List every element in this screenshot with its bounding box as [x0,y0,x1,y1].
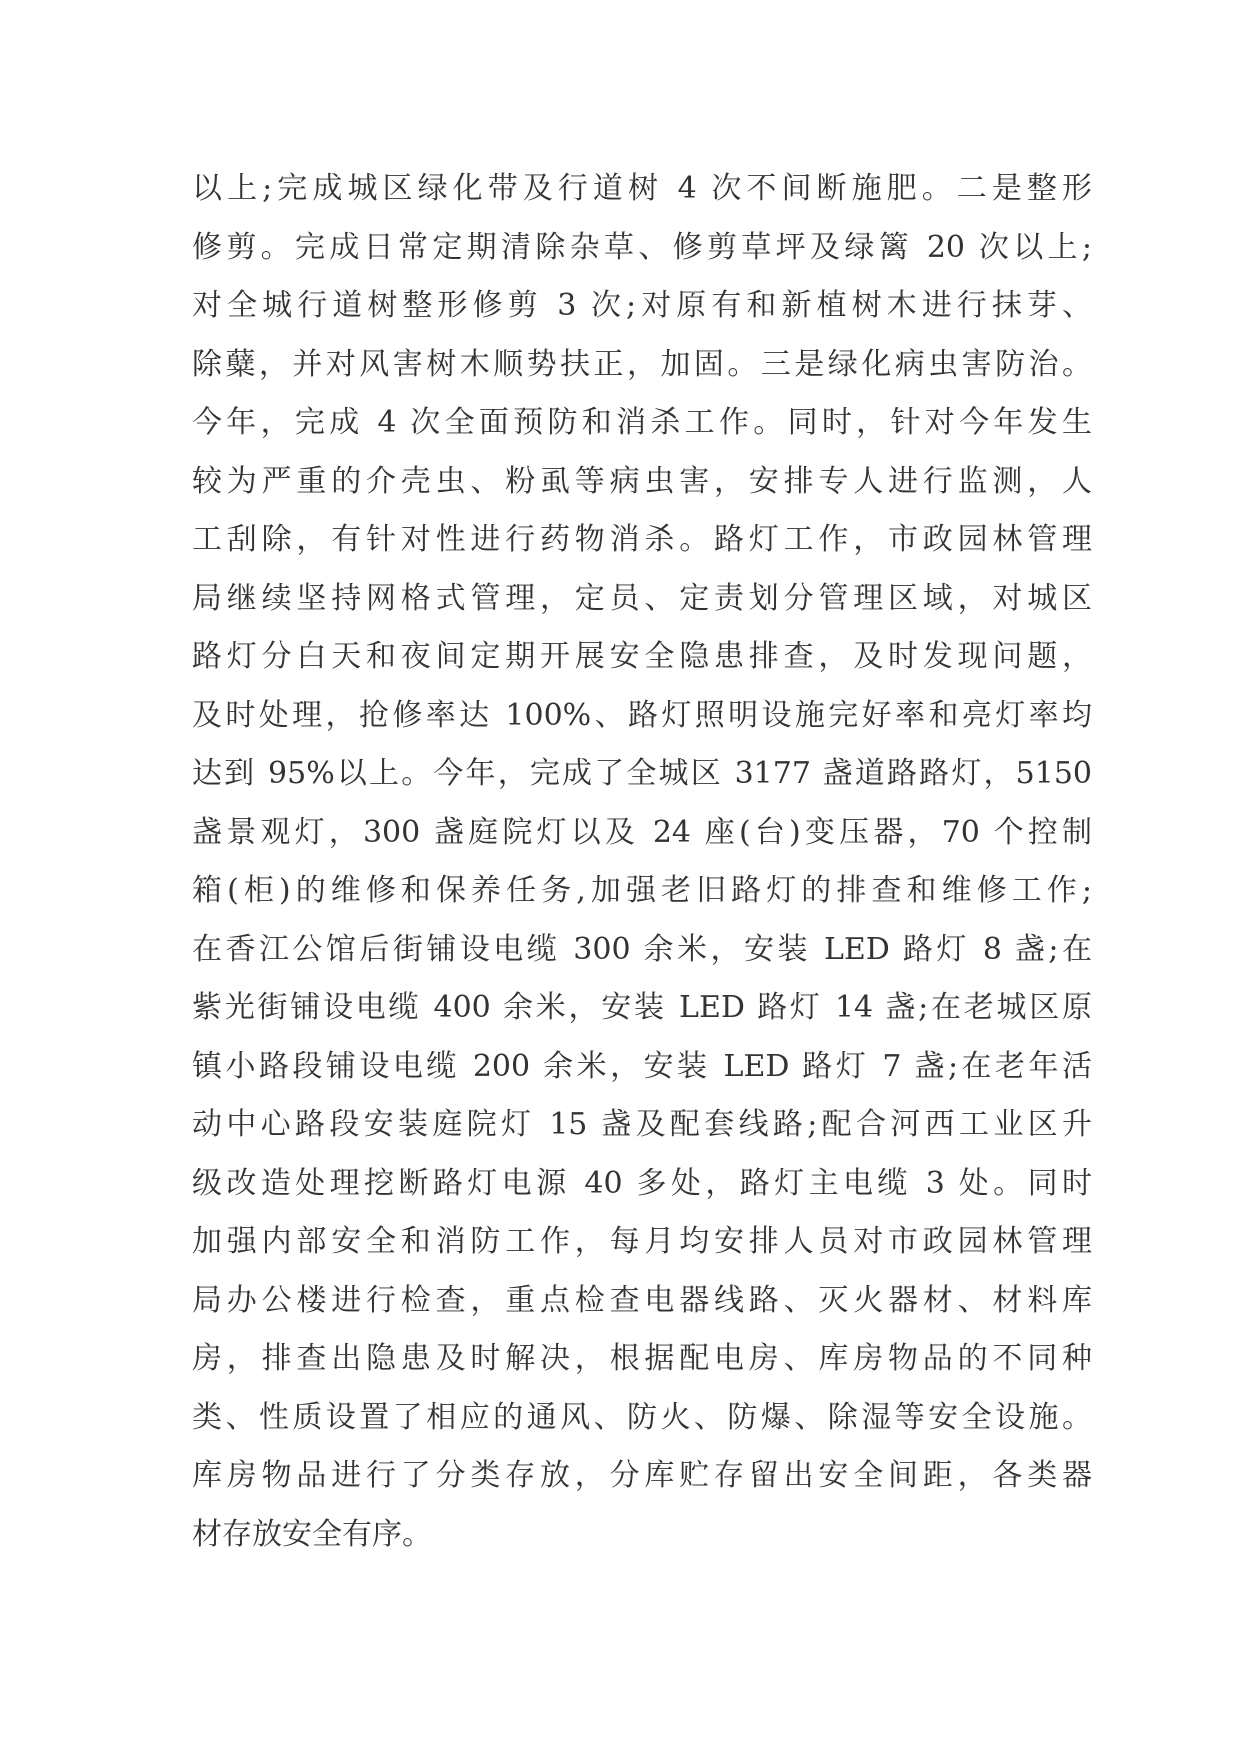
text-line-16: 镇小路段铺设电缆 200 余米，安装 LED 路灯 7 盏;在老年活 [192,1048,1092,1084]
text-line-15: 紫光街铺设电缆 400 余米，安装 LED 路灯 14 盏;在老城区原 [192,990,1092,1025]
text-line-24: 材存放安全有序。 [192,1516,432,1552]
text-line-3: 对全城行道树整形修剪 3 次;对原有和新植树木进行抹芽、 [192,288,1092,323]
text-line-10: 及时处理，抢修率达 100%、路灯照明设施完好率和亮灯率均 [192,697,1092,733]
text-line-9: 路灯分白天和夜间定期开展安全隐患排查，及时发现问题， [192,639,1092,674]
text-line-6: 较为严重的介壳虫、粉虱等病虫害，安排专人进行监测，人 [192,463,1092,499]
text-line-5: 今年，完成 4 次全面预防和消杀工作。同时，针对今年发生 [192,405,1092,440]
text-line-11: 达到 95%以上。今年，完成了全城区 3177 盏道路路灯，5150 [192,756,1092,791]
text-line-20: 局办公楼进行检查，重点检查电器线路、灭火器材、材料库 [192,1282,1092,1318]
body-paragraph [192,160,1092,1564]
text-line-17: 动中心路段安装庭院灯 15 盏及配套线路;配合河西工业区升 [192,1107,1092,1142]
text-line-13: 箱(柜)的维修和保养任务,加强老旧路灯的排查和维修工作; [192,873,1092,908]
text-line-18: 级改造处理挖断路灯电源 40 多处，路灯主电缆 3 处。同时 [192,1165,1092,1201]
text-line-23: 库房物品进行了分类存放，分库贮存留出安全间距，各类器 [192,1458,1092,1493]
text-line-2: 修剪。完成日常定期清除杂草、修剪草坪及绿篱 20 次以上; [192,229,1092,265]
text-line-7: 工刮除，有针对性进行药物消杀。路灯工作，市政园林管理 [192,522,1092,557]
text-line-14: 在香江公馆后街铺设电缆 300 余米，安装 LED 路灯 8 盏;在 [192,931,1092,967]
text-line-21: 房，排查出隐患及时解决，根据配电房、库房物品的不同种 [192,1341,1092,1376]
text-line-8: 局继续坚持网格式管理，定员、定责划分管理区域，对城区 [192,580,1092,616]
text-line-4: 除糵，并对风害树木顺势扶正，加固。三是绿化病虫害防治。 [192,346,1092,382]
text-line-22: 类、性质设置了相应的通风、防火、防爆、除湿等安全设施。 [192,1399,1092,1435]
text-line-12: 盏景观灯，300 盏庭院灯以及 24 座(台)变压器，70 个控制 [192,814,1092,850]
text-line-1: 以上;完成城区绿化带及行道树 4 次不间断施肥。二是整形 [192,171,1092,206]
text-line-19: 加强内部安全和消防工作，每月均安排人员对市政园林管理 [192,1224,1092,1259]
